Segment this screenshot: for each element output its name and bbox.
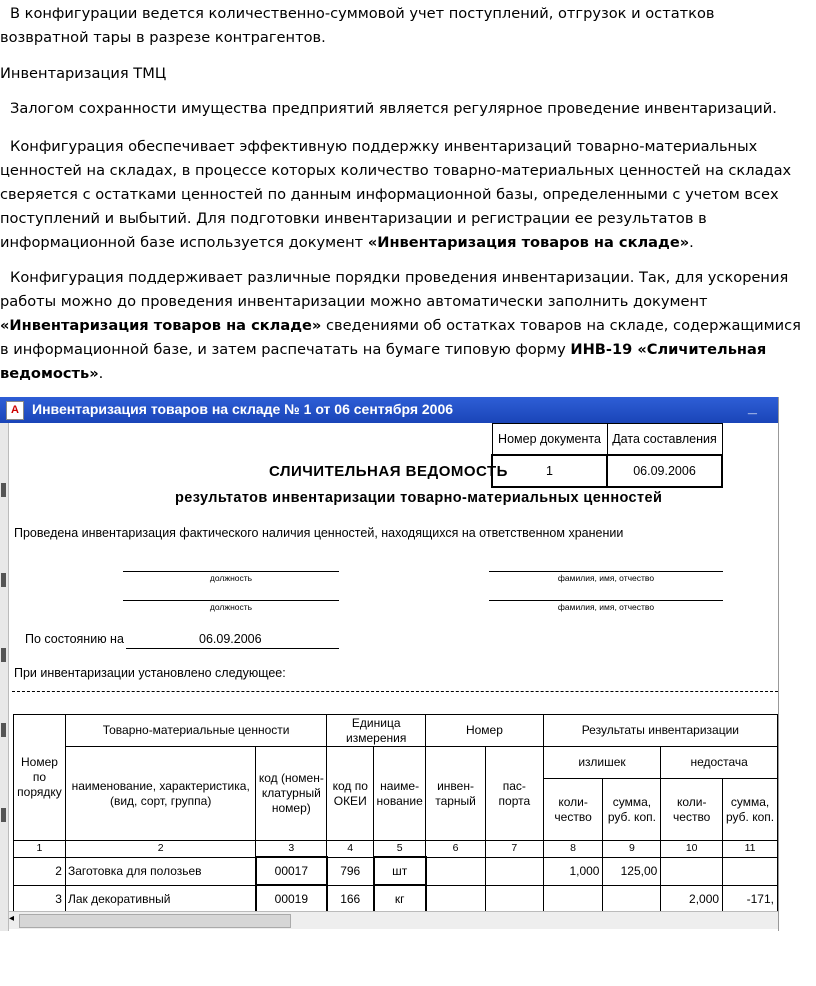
header-unit-name: наиме-нование xyxy=(374,747,426,841)
window-titlebar[interactable] xyxy=(0,397,778,423)
row-code: 00019 xyxy=(256,885,327,913)
row-unit: шт xyxy=(374,857,426,885)
doc-number-label: Номер документа xyxy=(492,424,607,456)
header-shortage-sum: сумма, руб. коп. xyxy=(723,779,778,841)
col-number: 4 xyxy=(327,841,374,858)
inventory-window xyxy=(0,397,779,931)
col-number: 5 xyxy=(374,841,426,858)
p4-form-name: ИНВ-19 «Сличительная ведомость» xyxy=(0,341,767,382)
row-no: 3 xyxy=(14,885,66,913)
header-passport: пас-порта xyxy=(485,747,543,841)
name-line xyxy=(489,571,723,572)
row-surplus-qty xyxy=(543,885,603,913)
left-scrollbar[interactable] xyxy=(0,423,9,931)
doc-date-value[interactable]: 06.09.2006 xyxy=(607,455,722,487)
col-number: 6 xyxy=(426,841,486,858)
inventory-table xyxy=(13,714,778,914)
position-line xyxy=(123,600,339,601)
header-unit: Единица измерения xyxy=(327,715,426,747)
found-text: При инвентаризации установлено следующее: xyxy=(14,666,286,680)
col-number: 7 xyxy=(485,841,543,858)
header-name: наименование, характеристика, (вид, сорт, группа) xyxy=(65,747,255,841)
col-number: 11 xyxy=(723,841,778,858)
row-surplus-sum: 125,00 xyxy=(603,857,661,885)
position-caption: должность xyxy=(209,602,253,612)
row-name: Лак декоративный xyxy=(65,885,255,913)
col-number: 9 xyxy=(603,841,661,858)
col-number: 10 xyxy=(661,841,723,858)
scroll-marker xyxy=(1,808,6,822)
header-shortage-qty: коли-чество xyxy=(661,779,723,841)
header-okei: код по ОКЕИ xyxy=(327,747,374,841)
form-subtitle: результатов инвентаризации товарно-материальных ценностей xyxy=(175,490,663,506)
row-inv xyxy=(426,885,486,913)
heading-inventory: Инвентаризация ТМЦ xyxy=(0,65,167,82)
p4-text-2: сведениями об остатках товаров на складе, содержащимися в информационной базе, и затем распечатать на бумаге типовую форму xyxy=(0,317,801,358)
header-tmc: Товарно-материальные ценности xyxy=(65,715,326,747)
row-shortage-sum: -171, xyxy=(723,885,778,913)
form-title: СЛИЧИТЕЛЬНАЯ ВЕДОМОСТЬ xyxy=(269,463,508,480)
paragraph-tare: В конфигурации ведется количественно-суммовой учет поступлений, отгрузок и остатков возвратной тары в разрезе контрагентов. xyxy=(0,5,715,46)
p4-end: . xyxy=(98,365,104,382)
name-caption: фамилия, имя, отчество xyxy=(557,573,655,583)
header-code: код (номен-клатурный номер) xyxy=(256,747,327,841)
row-name: Заготовка для полозьев xyxy=(65,857,255,885)
header-surplus-qty: коли-чество xyxy=(543,779,603,841)
scroll-marker xyxy=(1,723,6,737)
row-surplus-sum xyxy=(603,885,661,913)
scroll-left-icon[interactable]: ◂ xyxy=(9,913,15,924)
doc-header-table xyxy=(491,423,723,488)
window-title: Инвентаризация товаров на складе № 1 от 06 сентября 2006 xyxy=(32,401,454,417)
doc-date-label: Дата составления xyxy=(607,424,722,456)
row-no: 2 xyxy=(14,857,66,885)
p3-text: Конфигурация обеспечивает эффективную поддержку инвентаризаций товарно-материальных ценностей на складах, в процессе которых количество товарно-материальных ценностей на складах сверяется с остатками ценностей по данным информационной базы, определенными с учетом всех поступлений и выбытий. Для подготовки инвентаризации и регистрации ее результатов в информационной базе используется документ xyxy=(0,138,792,251)
p4-text: Конфигурация поддерживает различные порядки проведения инвентаризации. Так, для ускорения работы можно до проведения инвентаризации можно автоматически заполнить документ xyxy=(0,269,789,310)
doc-number-value[interactable]: 1 xyxy=(492,455,607,487)
document-icon: A xyxy=(6,401,24,420)
header-inventory-no: инвен-тарный xyxy=(426,747,486,841)
row-unit: кг xyxy=(374,885,426,913)
as-of-line xyxy=(126,648,339,649)
header-row-number: Номер по порядку xyxy=(14,715,66,841)
dashed-separator xyxy=(12,691,778,692)
row-shortage-qty: 2,000 xyxy=(661,885,723,913)
p3-end: . xyxy=(689,234,694,251)
conducted-text: Проведена инвентаризация фактического наличия ценностей, находящихся на ответственном хранении xyxy=(14,526,624,540)
col-number: 3 xyxy=(256,841,327,858)
paragraph-support xyxy=(0,135,810,255)
row-okei: 796 xyxy=(327,857,374,885)
p4-doc-name: «Инвентаризация товаров на складе» xyxy=(0,317,322,334)
as-of-value[interactable]: 06.09.2006 xyxy=(199,632,262,646)
header-surplus-sum: сумма, руб. коп. xyxy=(603,779,661,841)
table-row[interactable] xyxy=(14,857,778,885)
col-number: 2 xyxy=(65,841,255,858)
scroll-marker xyxy=(1,648,6,662)
table-row[interactable] xyxy=(14,885,778,913)
header-results: Результаты инвентаризации xyxy=(543,715,777,747)
col-number: 1 xyxy=(14,841,66,858)
as-of-label: По состоянию на xyxy=(25,632,124,646)
name-line xyxy=(489,600,723,601)
row-inv xyxy=(426,857,486,885)
scroll-thumb[interactable] xyxy=(19,914,291,928)
header-number: Номер xyxy=(426,715,544,747)
horizontal-scrollbar[interactable] xyxy=(9,911,778,929)
row-code: 00017 xyxy=(256,857,327,885)
scroll-marker xyxy=(1,573,6,587)
row-surplus-qty: 1,000 xyxy=(543,857,603,885)
header-surplus: излишек xyxy=(543,747,661,779)
col-number: 8 xyxy=(543,841,603,858)
header-shortage: недостача xyxy=(661,747,778,779)
p3-doc-name: «Инвентаризация товаров на складе» xyxy=(367,234,690,251)
form-content xyxy=(9,423,778,909)
paragraph-intro: Залогом сохранности имущества предприятий является регулярное проведение инвентаризаций. xyxy=(10,100,777,117)
position-caption: должность xyxy=(209,573,253,583)
row-shortage-sum xyxy=(723,857,778,885)
row-okei: 166 xyxy=(327,885,374,913)
row-pass xyxy=(485,857,543,885)
scroll-marker xyxy=(1,483,6,497)
row-pass xyxy=(485,885,543,913)
row-shortage-qty xyxy=(661,857,723,885)
position-line xyxy=(123,571,339,572)
paragraph-procedures xyxy=(0,266,810,386)
name-caption: фамилия, имя, отчество xyxy=(557,602,655,612)
minimize-button[interactable]: _ xyxy=(748,399,757,416)
